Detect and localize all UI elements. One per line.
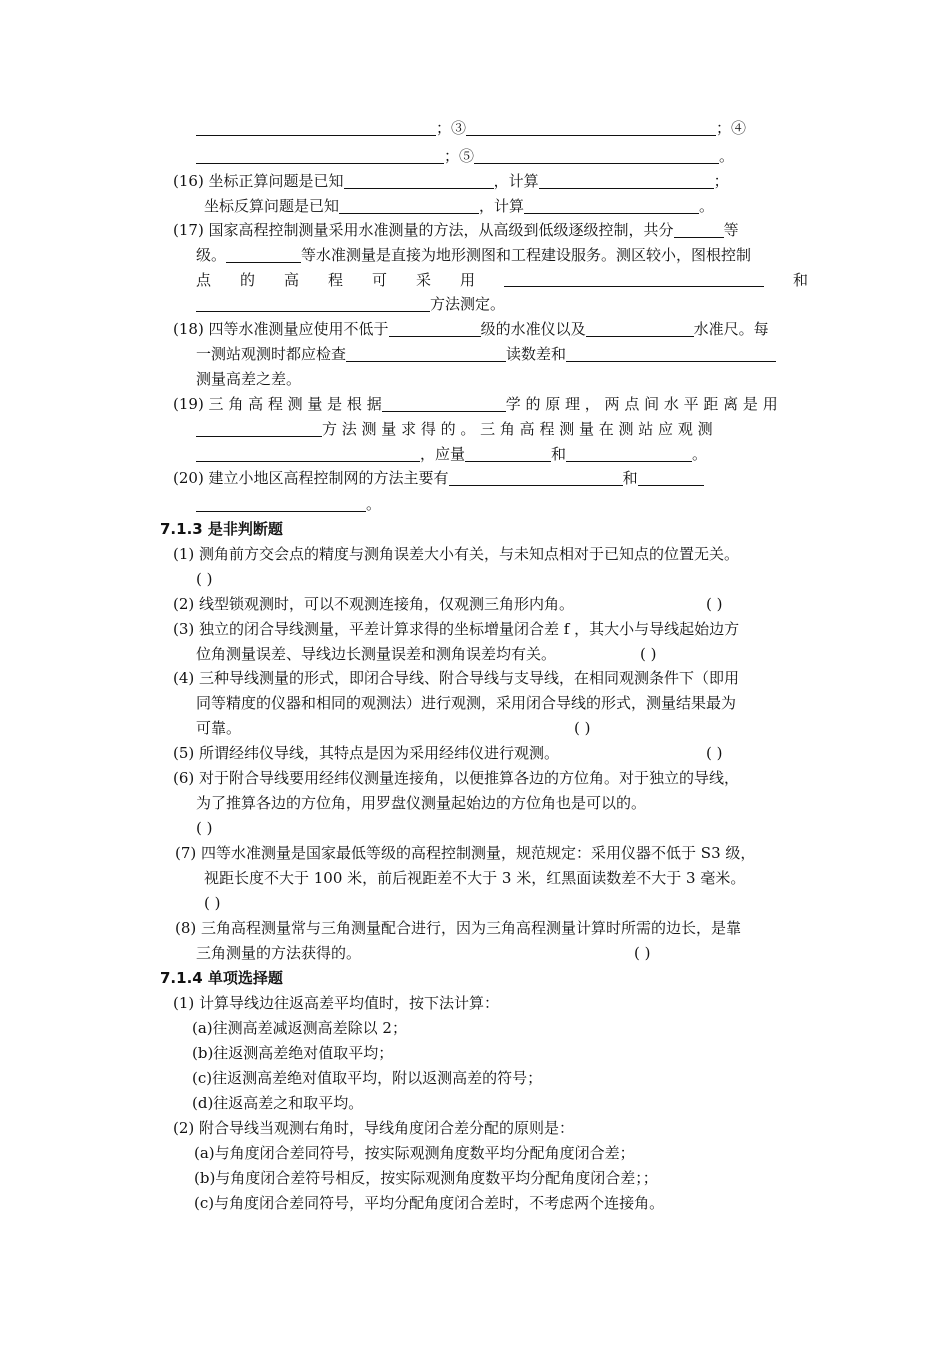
question-19-line1: (19) 三 角 高 程 测 量 是 根 据 学 的 原 理 ， 两 点 间 水 平 距 离 是 用 [173,395,778,413]
question-18-line2: 一测站观测时都应检查 读数差和 [196,344,776,364]
answer-blank[interactable] [339,197,479,214]
question-20-line1: (20) 建立小地区高程控制网的方法主要有 和 [173,468,704,488]
question-19-line2: 方 法 测 量 求 得 的 。 三 角 高 程 测 量 在 测 站 应 观 测 [196,419,713,439]
fill-line-a: ；③ ；④ [196,118,746,138]
mc-option[interactable]: (c)往返测高差绝对值取平均，附以返测高差的符号； [192,1069,543,1087]
question-16-line2: 坐标反算问题是已知 ，计算 。 [204,197,715,215]
answer-parentheses[interactable]: ( ) [196,570,213,588]
answer-blank[interactable] [586,320,694,337]
answer-blank[interactable] [196,445,420,462]
fill-line-b: ；⑤ 。 [196,146,734,166]
answer-parentheses[interactable]: ( ) [640,645,657,663]
mc-option[interactable]: (a)与角度闭合差同符号，按实际观测角度数平均分配角度闭合差； [194,1144,635,1162]
answer-parentheses[interactable]: ( ) [204,894,221,912]
question-16-line1: (16) 坐标正算问题是已知 ，计算 ； [173,172,729,190]
mc-option[interactable]: (b)与角度闭合差符号相反，按实际观测角度数平均分配角度闭合差；； [194,1169,658,1187]
answer-blank[interactable] [566,345,776,362]
answer-blank[interactable] [465,445,551,462]
tf-question-3-line2: 位角测量误差、导线边长测量误差和测角误差均有关。 [196,645,557,663]
answer-blank[interactable] [346,345,506,362]
tf-question-2: (2) 线型锁观测时，可以不观测连接角，仅观测三角形内角。 [173,595,575,613]
tf-question-7: (7) 四等水准测量是国家最低等级的高程控制测量，规范规定：采用仪器不低于 S3 级， [175,844,756,862]
mc-option[interactable]: (b)往返测高差绝对值取平均； [192,1044,394,1062]
mc-option[interactable]: (c)与角度闭合差同符号，平均分配角度闭合差时，不考虑两个连接角。 [194,1194,665,1212]
question-17-line1: (17) 国家高程控制测量采用水准测量的方法，从高级到低级逐级控制，共分 等 [173,221,739,239]
mc-question-2: (2) 附合导线当观测右角时，导线角度闭合差分配的原则是： [173,1119,575,1137]
section-heading-true-false: 7.1.3 是非判断题 [160,520,283,538]
answer-parentheses[interactable]: ( ) [196,819,213,837]
answer-blank[interactable] [226,246,301,263]
answer-blank[interactable] [382,395,506,412]
answer-blank[interactable] [196,147,444,164]
answer-blank[interactable] [196,295,430,312]
answer-parentheses[interactable]: ( ) [634,944,651,962]
answer-blank[interactable] [638,469,704,486]
answer-blank[interactable] [196,119,436,136]
question-17-line3: 点 的 高 程 可 采 用 和 [196,271,808,289]
question-17-line2: 级。 等水准测量是直接为地形测图和工程建设服务。测区较小，图根控制 [196,246,752,264]
tf-question-8-line2: 三角测量的方法获得的。 [196,944,362,962]
answer-parentheses[interactable]: ( ) [706,595,723,613]
mc-option[interactable]: (a)往测高差减返测高差除以 2； [192,1019,407,1037]
mc-option[interactable]: (d)往返高差之和取平均。 [192,1094,364,1112]
tf-question-6: (6) 对于附合导线要用经纬仪测量连接角，以便推算各边的方位角。对于独立的导线， [173,769,740,787]
answer-blank[interactable] [674,221,724,238]
answer-parentheses[interactable]: ( ) [574,719,591,737]
answer-blank[interactable] [474,147,719,164]
question-18-line1: (18) 四等水准测量应使用不低于 级的水准仪以及 水准尺。每 [173,320,769,338]
question-19-line3: ，应量 和 。 [196,444,707,464]
tf-question-8: (8) 三角高程测量常与三角测量配合进行，因为三角高程测量计算时所需的边长，是靠 [175,919,742,937]
question-17-line4: 方法测定。 [196,294,505,314]
answer-blank[interactable] [344,172,494,189]
question-18-line3: 测量高差之差。 [196,370,302,388]
answer-blank[interactable] [539,172,714,189]
tf-question-4: (4) 三种导线测量的形式，即闭合导线、附合导线与支导线，在相同观测条件下（即用 [173,669,740,687]
tf-question-3: (3) 独立的闭合导线测量，平差计算求得的坐标增量闭合差 f ，其大小与导线起始边方 [173,620,740,638]
answer-blank[interactable] [196,495,366,512]
section-heading-multiple-choice: 7.1.4 单项选择题 [160,969,283,987]
tf-question-4-line2: 同等精度的仪器和相同的观测法）进行观测，采用闭合导线的形式，测量结果最为 [196,694,737,712]
tf-question-7-line2: 视距长度不大于 100 米，前后视距差不大于 3 米，红黑面读数差不大于 3 毫米。 [204,869,746,887]
answer-blank[interactable] [504,270,764,287]
answer-blank[interactable] [466,119,716,136]
tf-question-6-line2: 为了推算各边的方位角，用罗盘仪测量起始边的方位角也是可以的。 [196,794,647,812]
answer-blank[interactable] [524,197,699,214]
mc-question-1: (1) 计算导线边往返高差平均值时，按下法计算： [173,994,500,1012]
answer-blank[interactable] [449,469,623,486]
tf-question-5: (5) 所谓经纬仪导线，其特点是因为采用经纬仪进行观测。 [173,744,560,762]
tf-question-4-line3: 可靠。 [196,719,242,737]
answer-blank[interactable] [389,320,481,337]
tf-question-1: (1) 测角前方交会点的精度与测角误差大小有关，与未知点相对于已知点的位置无关。 [173,545,740,563]
answer-blank[interactable] [566,445,692,462]
answer-parentheses[interactable]: ( ) [706,744,723,762]
answer-blank[interactable] [196,420,322,437]
question-20-line2: 。 [196,494,381,514]
